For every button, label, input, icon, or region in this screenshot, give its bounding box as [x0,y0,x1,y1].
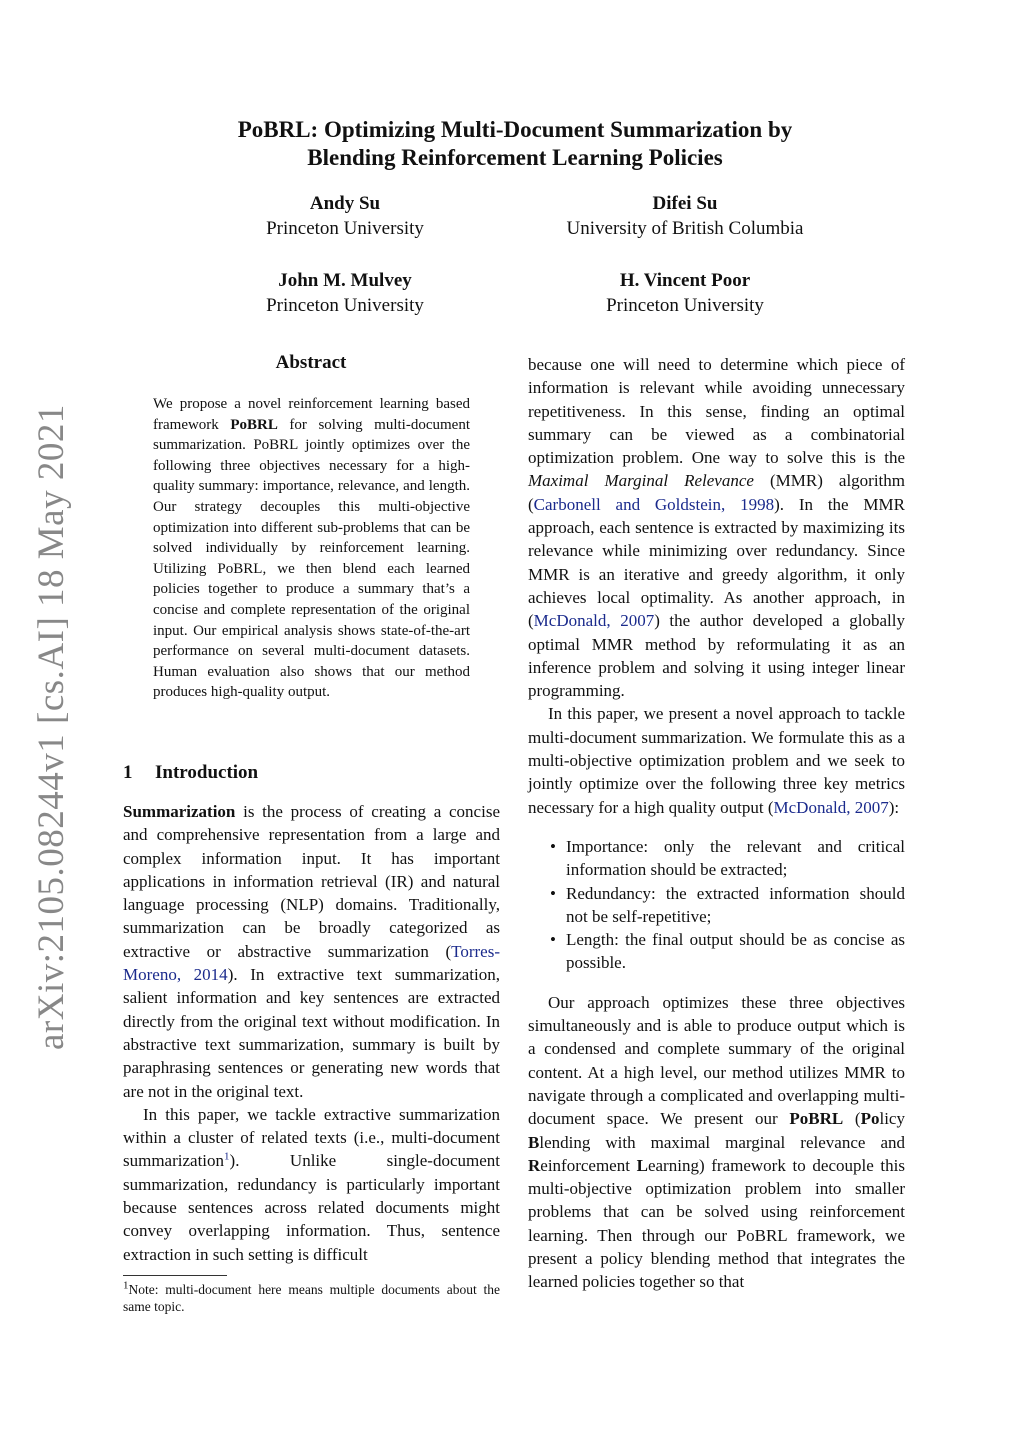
bullet-icon: • [550,930,556,950]
acronym-letter: B [528,1132,540,1152]
abstract-body [153,394,470,703]
right-paragraph-2 [528,702,905,818]
paragraph-text: is the process of creating a concise and comprehensive representation from a large and complex information input. It has important applications in information retrieval (IR) and natural language processing (NLP) domains. Traditionally, summarization can be broadly categorized as extractive or abstractive summarization ( [123,802,500,961]
objectives-list [528,835,905,975]
citation-link[interactable]: McDonald, 2007 [773,797,889,817]
italic-term: Maximal Marginal Relevance [528,471,754,491]
abstract-heading: Abstract [275,352,347,373]
footnote-marker-link[interactable]: 1 [224,1150,230,1163]
author-block [220,268,470,318]
left-column-body [123,800,500,1266]
list-item-text: Importance: only the relevant and critical information should be extracted; [566,836,905,880]
bold-term: Summarization [123,802,236,821]
paragraph-text: ) the author developed a globally optimal MMR method by reformulating it as an inference problem and solving it using integer linear programming. [528,611,905,701]
author-name: H. Vincent Poor [619,270,751,291]
list-item-text: Length: the final output should be as concise as possible. [566,930,905,973]
abstract-bold: PoBRL [230,416,278,433]
author-affiliation: University of British Columbia [566,218,804,239]
list-item [528,882,905,929]
section-title: Introduction [155,762,259,783]
paragraph-text: einforcement [540,1155,637,1175]
author-affiliation: Princeton University [266,295,424,316]
bold-term: PoBRL [789,1109,844,1129]
author-block [560,268,810,318]
bullet-icon: • [550,883,556,903]
right-paragraph-3 [528,991,905,1294]
acronym-letter: L [636,1155,648,1175]
paragraph-text: Our approach optimizes these three objectives simultaneously and is able to produce output which is a condensed and complete summary of the original content. At a high level, our method utilizes MMR to navigate through a complicated and overlapping multi-document space. We present our [528,992,905,1129]
arxiv-identifier: arXiv:2105.08244v1 [cs.AI] 18 May 2021 [31,404,72,1050]
paragraph-text: ). Unlike single-document summarization, redundancy is particularly important because sentences across related documents might convey overlapping information. Thus, sentence extraction in such setting is difficult [123,1151,500,1264]
paragraph-text: ): [888,797,900,817]
right-column-body [528,353,905,1294]
author-block [530,191,840,241]
paragraph-text: licy [879,1109,905,1129]
list-item [528,928,905,975]
paragraph-text: because one will need to determine which piece of information is relevant while avoiding unnecessary repetitiveness. In this sense, finding an optimal summary can be viewed as a combinatorial optimization problem. One way to solve this is the [528,355,905,468]
author-name: Andy Su [309,193,381,214]
citation-link[interactable]: McDonald, 2007 [533,611,655,631]
list-item-text: Redundancy: the extracted information should not be self-repetitive; [566,883,905,926]
citation-link[interactable]: Carbonell and Goldstein, 1998 [533,494,775,514]
section-number: 1 [123,762,133,783]
title-line-2: Blending Reinforcement Learning Policies [307,145,723,170]
footnote-divider [123,1275,227,1276]
author-name: John M. Mulvey [278,270,412,291]
abstract-text: for solving multi-document summarization. PoBRL jointly optimizes over the following three objectives necessary for a high-quality summary: importance, relevance, and length. Our strategy decouples this multi-objective optimization into different sub-problems that can be solved individually by reinforcement learning. Utilizing PoBRL, we then blend each learned policies together to produce a summary that’s a concise and complete representation of the original input. Our empirical analysis shows state-of-the-art performance on several multi-document datasets. Human evaluation also shows that our method produces high-quality output. [153,416,470,701]
paragraph-text: In this paper, we present a novel approach to tackle multi-document summarization. We formulate this as a multi-objective optimization problem and we seek to jointly optimize over the following three key metrics necessary for a high quality output ( [528,704,905,817]
acronym-letter: Po [860,1109,880,1129]
bullet-icon: • [550,836,556,856]
citation-link[interactable]: Torres-Moreno, 2014 [123,941,500,985]
acronym-letter: R [528,1155,541,1175]
paragraph-text: earning) framework to decouple this multi-objective optimization problem into smaller problems that can be solved using reinforcement learning. Then through our PoBRL framework, we present a policy blending method that integrates the learned policies together so that [528,1155,905,1292]
intro-paragraph-1 [123,800,500,1103]
footnote-mark: 1 [123,1279,129,1292]
abstract-text: We propose a novel reinforcement learning based framework [153,396,470,433]
list-item [528,835,905,882]
author-affiliation: Princeton University [266,218,424,239]
paragraph-text: lending with maximal marginal relevance and [539,1132,905,1152]
paragraph-text: ( [843,1109,861,1129]
intro-paragraph-2 [123,1103,500,1266]
paragraph-text: In this paper, we tackle extractive summarization within a cluster of related texts (i.e., multi-document summarization [123,1104,500,1171]
author-name: Difei Su [652,193,718,214]
right-paragraph-1 [528,353,905,702]
section-heading [123,762,258,784]
author-block [220,191,470,241]
paragraph-text: (MMR) algorithm ( [528,471,905,514]
paragraph-text: ). In the MMR approach, each sentence is extracted by maximizing its relevance while minimizing over redundancy. Since MMR is an iterative and greedy algorithm, it only achieves local optimality. As another approach, in ( [528,494,905,631]
title-line-1: PoBRL: Optimizing Multi-Document Summarization by [237,117,793,142]
footnote-text: Note: multi-document here means multiple documents about the same topic. [123,1282,500,1314]
footnote [123,1281,500,1315]
author-affiliation: Princeton University [606,295,764,316]
paragraph-text: ). In extractive text summarization, salient information and key sentences are extracted directly from the original text without modification. In abstractive text summarization, summary is built by paraphrasing sentences or generating new words that are not in the original text. [123,965,500,1101]
paper-title [120,116,910,172]
